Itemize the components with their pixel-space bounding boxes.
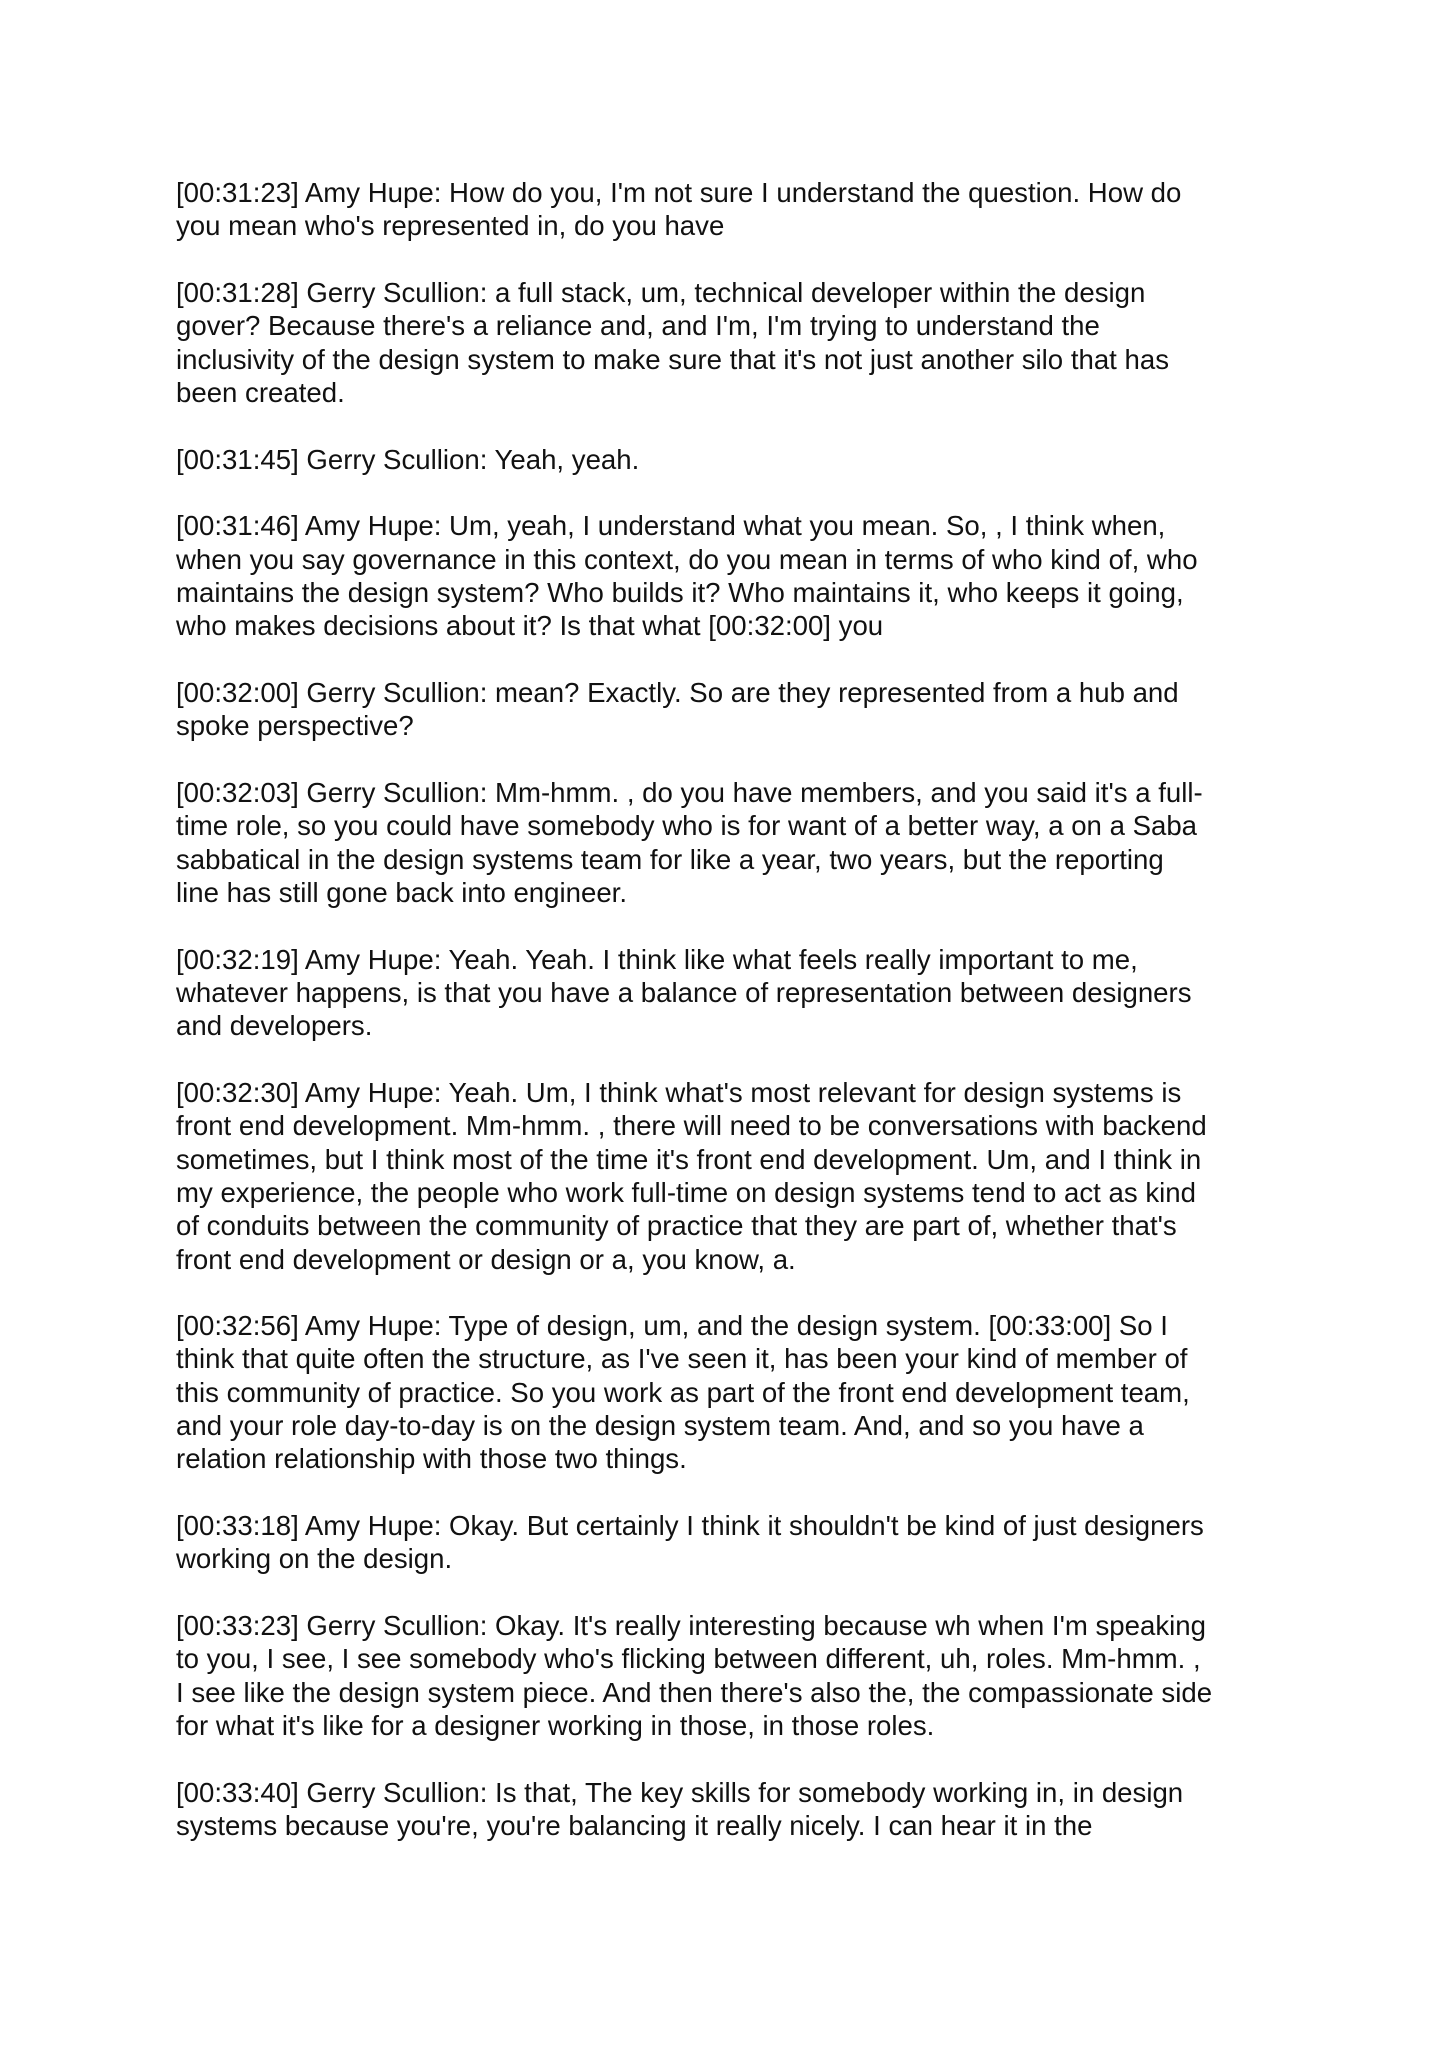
transcript-paragraph [176, 776, 1296, 909]
transcript-line: been created. [176, 376, 345, 408]
transcript-paragraph [176, 943, 1296, 1043]
transcript-line: and developers. [176, 1010, 373, 1042]
transcript-line: [00:31:28] Gerry Scullion: a full stack, um, technical developer within the design [176, 276, 1146, 308]
transcript-line: maintains the design system? Who builds it? Who maintains it, who keeps it going, [176, 576, 1184, 608]
transcript-line: for what it's like for a designer working in those, in those roles. [176, 1710, 935, 1742]
transcript-line: [00:33:23] Gerry Scullion: Okay. It's really interesting because wh when I'm speaking [176, 1610, 1206, 1642]
transcript-paragraph [176, 676, 1296, 743]
transcript-line: [00:31:45] Gerry Scullion: Yeah, yeah. [176, 443, 640, 475]
transcript-paragraph [176, 176, 1296, 243]
transcript-line: inclusivity of the design system to make sure that it's not just another silo that has [176, 343, 1169, 375]
transcript-paragraph [176, 1076, 1296, 1276]
transcript-line: [00:31:23] Amy Hupe: How do you, I'm not sure I understand the question. How do [176, 177, 1182, 208]
transcript-line: [00:32:03] Gerry Scullion: Mm-hmm. , do you have members, and you said it's a full- [176, 776, 1203, 808]
transcript-line: systems because you're, you're balancing it really nicely. I can hear it in the [176, 1810, 1093, 1842]
transcript-line: [00:32:30] Amy Hupe: Yeah. Um, I think what's most relevant for design systems is [176, 1076, 1182, 1108]
transcript-line: gover? Because there's a reliance and, and I'm, I'm trying to understand the [176, 310, 1100, 342]
transcript-line: [00:31:46] Amy Hupe: Um, yeah, I understand what you mean. So, , I think when, [176, 510, 1166, 542]
transcript-line: [00:32:56] Amy Hupe: Type of design, um, and the design system. [00:33:00] So I [176, 1310, 1168, 1342]
transcript-line: time role, so you could have somebody who is for want of a better way, a on a Saba [176, 810, 1198, 842]
transcript-paragraph [176, 443, 1296, 476]
transcript-line: to you, I see, I see somebody who's flicking between different, uh, roles. Mm-hmm. , [176, 1643, 1201, 1675]
transcript-line: [00:32:00] Gerry Scullion: mean? Exactly. So are they represented from a hub and [176, 676, 1179, 708]
transcript-line: and your role day-to-day is on the design system team. And, and so you have a [176, 1410, 1144, 1442]
transcript-paragraph [176, 1309, 1296, 1476]
transcript-paragraph [176, 1509, 1296, 1576]
transcript-line: sometimes, but I think most of the time it's front end development. Um, and I think in [176, 1143, 1202, 1175]
transcript-line: you mean who's represented in, do you have [176, 210, 725, 242]
transcript-line: think that quite often the structure, as I've seen it, has been your kind of member of [176, 1343, 1188, 1375]
transcript-paragraph [176, 1609, 1296, 1742]
transcript-line: this community of practice. So you work as part of the front end development team, [176, 1376, 1190, 1408]
transcript-line: I see like the design system piece. And then there's also the, the compassionate side [176, 1676, 1213, 1708]
transcript-line: of conduits between the community of practice that they are part of, whether that's [176, 1210, 1177, 1242]
transcript-line: working on the design. [176, 1543, 453, 1575]
transcript-line: who makes decisions about it? Is that what [00:32:00] you [176, 610, 884, 642]
transcript-line: [00:33:18] Amy Hupe: Okay. But certainly I think it shouldn't be kind of just designers [176, 1510, 1204, 1542]
transcript-line: [00:33:40] Gerry Scullion: Is that, The key skills for somebody working in, in design [176, 1776, 1184, 1808]
transcript-line: line has still gone back into engineer. [176, 876, 627, 908]
transcript-line: sabbatical in the design systems team for like a year, two years, but the reporting [176, 843, 1164, 875]
transcript-page [176, 176, 1296, 1876]
transcript-line: spoke perspective? [176, 710, 414, 742]
transcript-line: front end development. Mm-hmm. , there will need to be conversations with backend [176, 1110, 1207, 1142]
transcript-line: front end development or design or a, you know, a. [176, 1243, 796, 1275]
transcript-line: [00:32:19] Amy Hupe: Yeah. Yeah. I think like what feels really important to me, [176, 943, 1138, 975]
transcript-line: whatever happens, is that you have a balance of representation between designers [176, 976, 1192, 1008]
transcript-line: relation relationship with those two things. [176, 1443, 687, 1475]
transcript-paragraph [176, 509, 1296, 642]
transcript-paragraph [176, 276, 1296, 409]
transcript-line: my experience, the people who work full-time on design systems tend to act as kind [176, 1176, 1196, 1208]
transcript-paragraph [176, 1776, 1296, 1843]
transcript-line: when you say governance in this context, do you mean in terms of who kind of, who [176, 543, 1198, 575]
